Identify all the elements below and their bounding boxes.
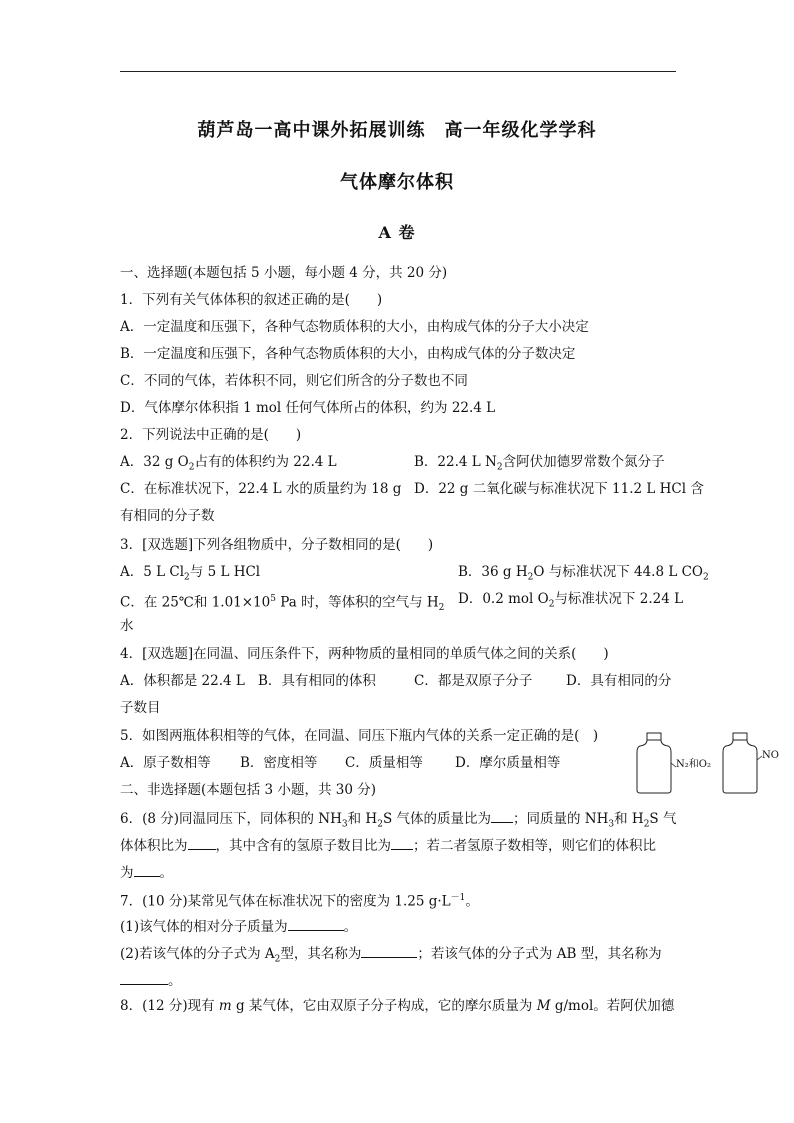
q2-option-b: B．22.4 L $N_2$含阿伏加德罗常数个氮分子 [414, 454, 665, 473]
q1-option-b: B．一定温度和压强下，各种气态物质体积的大小，由构成气体的分子数决定 [120, 346, 576, 362]
q4-option-b: B．具有相同的体积 [258, 673, 376, 689]
q3-stem: 3．[双选题]下列各组物质中，分子数相同的是( ) [120, 537, 434, 553]
q6-line2: 体体积比为 ，其中含有的氢原子数目比为 ；若二者氢原子数相等，则它们的体积比 [120, 835, 656, 855]
page-title: 葫芦岛一高中课外拓展训练 高一年级化学学科 [197, 120, 597, 141]
q1-option-d: D．气体摩尔体积指 1 mol 任何气体所占的体积，约为 22.4 L [120, 400, 496, 416]
gas-bottle-2 [722, 732, 770, 794]
q7-stem: 7．(10 分)某常见气体在标准状况下的密度为 1.25 $g\cdot L^{-1}$。 [120, 893, 479, 910]
q3-option-d: D．0.2 mol $O_2$与标准状况下 2.24 L [458, 591, 684, 610]
q4-option-d-cont: 子数目 [120, 700, 161, 716]
bottle1-label: N₂和O₂ [676, 759, 711, 770]
q5-stem: 5．如图两瓶体积相等的气体，在同温、同压下瓶内气体的关系一定正确的是( ) [120, 728, 599, 744]
answer-blank[interactable] [288, 916, 344, 931]
q6-line3: 为 。 [120, 862, 173, 882]
q3-option-a: A．5 L $Cl_2$与 5 L HCl [120, 564, 261, 583]
q5-option-a: A．原子数相等 [120, 755, 211, 771]
q4-stem: 4．[双选题]在同温、同压条件下，两种物质的量相同的单质气体之间的关系( ) [120, 646, 609, 662]
q1-option-a: A．一定温度和压强下，各种气态物质体积的大小，由构成气体的分子大小决定 [120, 319, 589, 335]
header-rule [120, 71, 676, 72]
q5-option-c: C．质量相等 [345, 755, 423, 771]
q2-option-a: A．32 g $O_2$占有的体积约为 22.4 L [120, 454, 337, 473]
answer-blank[interactable] [134, 862, 160, 877]
q5-option-b: B．密度相等 [240, 755, 318, 771]
q7-part2: (2)若该气体的分子式为 $A_2$型，其名称为 ；若该气体的分子式为 AB 型，其名称为 [120, 943, 662, 969]
q2-stem: 2．下列说法中正确的是( ) [120, 427, 302, 443]
section2-heading: 二、非选择题(本题包括 3 小题，共 30 分) [120, 782, 376, 798]
q2-option-d: D．22 g 二氧化碳与标准状况下 11.2 L HCl 含 [414, 481, 704, 497]
q2-option-d-cont: 有相同的分子数 [120, 508, 215, 524]
bottle2-label: NO [762, 750, 779, 761]
answer-blank[interactable] [491, 808, 513, 823]
q3-option-c: C．在 25℃和 $1.01\times 10^5$ Pa 时，等体积的空气与 $H_2$ [120, 594, 445, 614]
q7-part2-cont: 。 [120, 970, 182, 990]
bottle-icon [722, 732, 770, 794]
q8-line1: 8．(12 分)现有 m g 某气体，它由双原子分子构成，它的摩尔质量为 M g/mol。若阿伏加德 [120, 998, 675, 1014]
answer-blank[interactable] [120, 970, 168, 985]
q4-option-d: D．具有相同的分 [566, 673, 672, 689]
q7-part1: (1)该气体的相对分子质量为 。 [120, 916, 357, 936]
section1-heading: 一、选择题(本题包括 5 小题，每小题 4 分，共 20 分) [120, 265, 448, 281]
q3-option-d-cont: 水 [120, 618, 134, 634]
q4-option-a: A．体积都是 22.4 L [120, 673, 245, 689]
answer-blank[interactable] [188, 835, 216, 850]
q1-stem: 1．下列有关气体体积的叙述正确的是( ) [120, 292, 383, 308]
q4-option-c: C．都是双原子分子 [414, 673, 533, 689]
q2-option-c: C．在标准状况下，22.4 L 水的质量约为 18 g [120, 481, 402, 497]
q5-option-d: D．摩尔质量相等 [455, 755, 561, 771]
answer-blank[interactable] [391, 835, 413, 850]
volume-label: A 卷 [378, 223, 416, 242]
answer-blank[interactable] [361, 943, 417, 958]
page-subtitle: 气体摩尔体积 [340, 172, 454, 193]
q6-line1: 6．(8 分)同温同压下，同体积的 $NH_3$和 $H_2S$ 气体的质量比为 ；同质量的 $NH_3$和 $H_2S$ 气 [120, 808, 676, 834]
q3-option-b: B．36 g $H_2O$ 与标准状况下 44.8 L $CO_2$ [458, 564, 709, 583]
q1-option-c: C．不同的气体，若体积不同，则它们所含的分子数也不同 [120, 373, 468, 389]
